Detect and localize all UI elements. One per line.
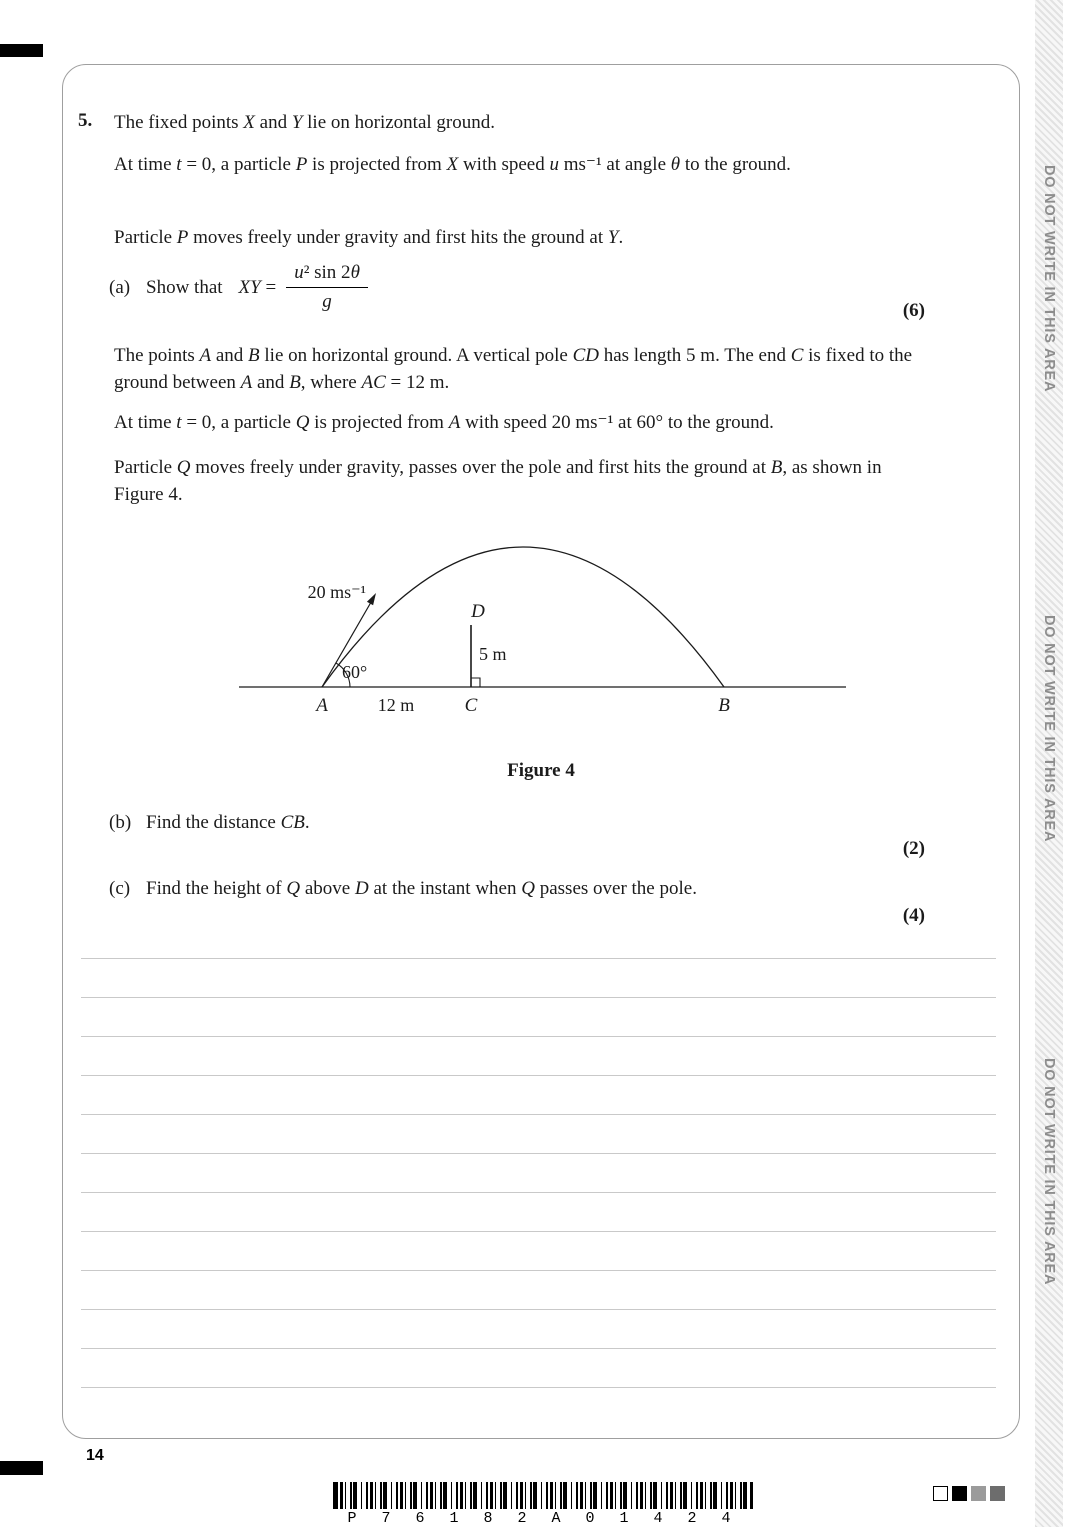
paragraph-particle-q: Particle Q moves freely under gravity, passes over the pole and first hits the ground at B, as shown in Figure 4. xyxy=(114,457,882,505)
answer-line xyxy=(81,1349,996,1388)
answer-line xyxy=(81,1232,996,1271)
paragraph-points-ab: The points A and B lie on horizontal ground. A vertical pole CD has length 5 m. The end C is fixed to the ground between A and B, where AC = 12 m. xyxy=(114,345,913,393)
print-mark-bottom-left xyxy=(0,1461,43,1475)
answer-line xyxy=(81,1115,996,1154)
answer-booklet-frame xyxy=(62,64,1020,1439)
answer-line xyxy=(81,1154,996,1193)
answer-line xyxy=(81,1310,996,1349)
part-b-prompt: Find the distance CB. xyxy=(146,812,310,833)
part-a xyxy=(109,262,368,313)
answer-lines xyxy=(81,920,996,1388)
barcode-text: P 7 6 1 8 2 A 0 1 4 2 4 xyxy=(347,1510,739,1527)
answer-line xyxy=(81,1037,996,1076)
paragraph-projection-q: At time t = 0, a particle Q is projected from A with speed 20 ms⁻¹ at 60° to the ground. xyxy=(114,412,774,433)
question-number: 5. xyxy=(78,110,93,131)
part-c-prompt: Find the height of Q above D at the instant when Q passes over the pole. xyxy=(146,878,697,899)
point-a-label: A xyxy=(316,695,328,716)
answer-line xyxy=(81,1076,996,1115)
part-c-label: (c) xyxy=(109,878,131,899)
part-b xyxy=(109,812,310,834)
velocity-arrowhead xyxy=(367,593,376,605)
pole-height-label: 5 m xyxy=(479,644,507,664)
point-b-label: B xyxy=(718,695,730,716)
do-not-write-text: DO NOT WRITE IN THIS AREA xyxy=(1041,1058,1057,1286)
part-b-marks: (2) xyxy=(902,838,925,859)
distance-ac-label: 12 m xyxy=(377,695,415,715)
point-d-label: D xyxy=(471,601,485,622)
registration-square xyxy=(933,1486,948,1501)
registration-square xyxy=(971,1486,986,1501)
answer-line xyxy=(81,998,996,1037)
part-b-label: (b) xyxy=(109,812,132,833)
answer-line xyxy=(81,959,996,998)
barcode xyxy=(333,1482,753,1527)
registration-squares xyxy=(933,1486,1005,1501)
angle-label: 60° xyxy=(342,662,368,682)
figure-caption: Figure 4 xyxy=(507,760,575,781)
fraction-numerator: u² sin 2θ xyxy=(286,262,368,288)
registration-square xyxy=(990,1486,1005,1501)
page-number: 14 xyxy=(86,1447,104,1464)
fraction xyxy=(286,262,368,313)
part-c xyxy=(109,878,697,900)
paragraph-projection-p: At time t = 0, a particle P is projected from X with speed u ms⁻¹ at angle θ to the ground. xyxy=(114,154,791,175)
answer-line xyxy=(81,920,996,959)
part-a-prompt: Show that xyxy=(146,276,223,298)
do-not-write-text: DO NOT WRITE IN THIS AREA xyxy=(1041,615,1057,843)
do-not-write-margin xyxy=(1035,0,1063,1527)
right-angle-marker xyxy=(471,678,480,687)
equation-lhs: XY = xyxy=(238,276,277,298)
trajectory-path xyxy=(322,547,724,687)
part-a-label: (a) xyxy=(109,276,131,298)
registration-square xyxy=(952,1486,967,1501)
barcode-bars xyxy=(333,1482,753,1509)
fraction-denominator: g xyxy=(322,291,332,312)
part-c-marks: (4) xyxy=(902,905,925,926)
answer-line xyxy=(81,1193,996,1232)
point-c-label: C xyxy=(464,695,478,716)
question-intro: The fixed points X and Y lie on horizontal ground. xyxy=(114,112,496,133)
paragraph-particle-p: Particle P moves freely under gravity and first hits the ground at Y. xyxy=(114,227,624,248)
speed-label: 20 ms⁻¹ xyxy=(307,582,366,602)
figure-4-diagram xyxy=(228,520,858,725)
print-mark-top-left xyxy=(0,44,43,57)
part-a-marks: (6) xyxy=(902,300,925,321)
answer-line xyxy=(81,1271,996,1310)
do-not-write-text: DO NOT WRITE IN THIS AREA xyxy=(1041,165,1057,393)
